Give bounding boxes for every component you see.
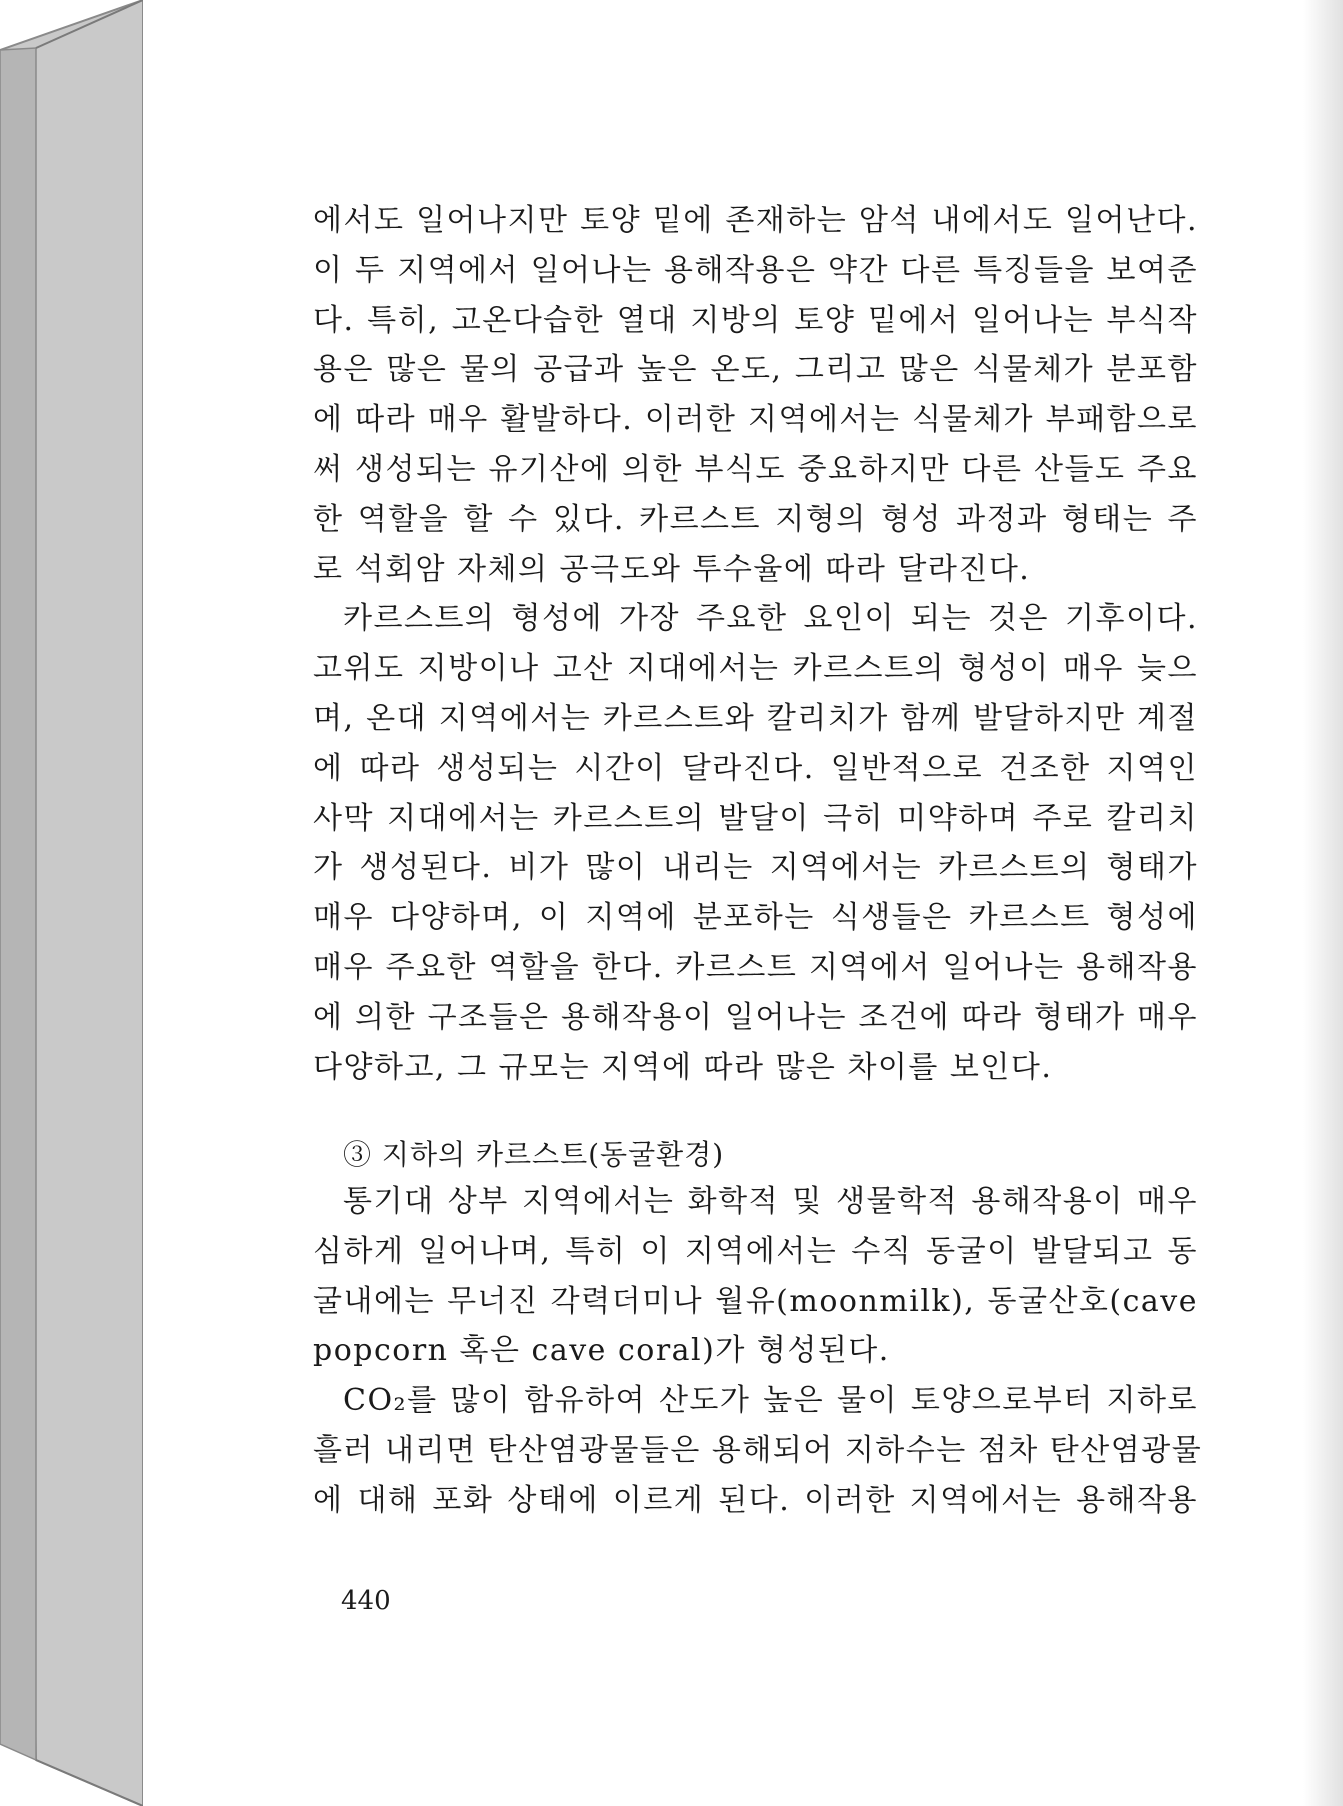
text-line: 다양하고, 그 규모는 지역에 따라 많은 차이를 보인다. xyxy=(313,1049,1053,1085)
text-line: 굴내에는 무너진 각력더미나 월유(moonmilk), 동굴산호(cave xyxy=(313,1283,1198,1319)
paragraph-2 xyxy=(313,594,1198,1092)
text-line: popcorn 혹은 cave coral)가 형성된다. xyxy=(313,1333,890,1369)
text-line: 이 두 지역에서 일어나는 용해작용은 약간 다른 특징들을 보여준 xyxy=(313,252,1198,288)
text-line: 고위도 지방이나 고산 지대에서는 카르스트의 형성이 매우 늦으 xyxy=(313,651,1198,687)
text-line: 에 따라 매우 활발하다. 이러한 지역에서는 식물체가 부패함으로 xyxy=(313,402,1198,438)
text-line: 가 생성된다. 비가 많이 내리는 지역에서는 카르스트의 형태가 xyxy=(313,850,1198,886)
text-line: 에 대해 포화 상태에 이르게 된다. 이러한 지역에서는 용해작용 xyxy=(313,1482,1198,1518)
text-line: 에 의한 구조들은 용해작용이 일어나는 조건에 따라 형태가 매우 xyxy=(313,999,1198,1035)
text-line: 사막 지대에서는 카르스트의 발달이 극히 미약하며 주로 칼리치 xyxy=(313,800,1198,836)
text-line: 통기대 상부 지역에서는 화학적 및 생물학적 용해작용이 매우 xyxy=(343,1184,1198,1219)
text-line: 에서도 일어나지만 토양 밑에 존재하는 암석 내에서도 일어난다. xyxy=(313,203,1198,238)
page-edge-shadow xyxy=(1303,0,1343,1806)
text-line: 용은 많은 물의 공급과 높은 온도, 그리고 많은 식물체가 분포함 xyxy=(313,352,1198,388)
paragraph-4 xyxy=(313,1376,1203,1525)
text-line: 써 생성되는 유기산에 의한 부식도 중요하지만 다른 산들도 주요 xyxy=(313,451,1198,487)
text-line: 심하게 일어나며, 특히 이 지역에서는 수직 동굴이 발달되고 동 xyxy=(313,1233,1198,1269)
text-line: 흘러 내리면 탄산염광물들은 용해되어 지하수는 점차 탄산염광물 xyxy=(313,1432,1203,1468)
body-text-lower xyxy=(313,1177,1203,1526)
paragraph-3 xyxy=(313,1177,1198,1376)
text-line: 매우 주요한 역할을 한다. 카르스트 지역에서 일어나는 용해작용 xyxy=(313,949,1198,985)
text-line: 다. 특히, 고온다습한 열대 지방의 토양 밑에서 일어나는 부식작 xyxy=(313,302,1198,338)
text-line: 카르스트의 형성에 가장 주요한 요인이 되는 것은 기후이다. xyxy=(343,601,1198,637)
text-line: CO₂를 많이 함유하여 산도가 높은 물이 토양으로부터 지하로 xyxy=(343,1383,1198,1419)
body-text-upper xyxy=(313,196,1198,1092)
text-line: 한 역할을 할 수 있다. 카르스트 지형의 형성 과정과 형태는 주 xyxy=(313,501,1198,537)
text-line: 로 석회암 자체의 공극도와 투수율에 따라 달라진다. xyxy=(313,551,1031,587)
page-number: 440 xyxy=(341,1586,391,1616)
text-line: 매우 다양하며, 이 지역에 분포하는 식생들은 카르스트 형성에 xyxy=(313,900,1198,936)
section-heading: ③ 지하의 카르스트(동굴환경) xyxy=(343,1138,725,1171)
text-line: 며, 온대 지역에서는 카르스트와 칼리치가 함께 발달하지만 계절 xyxy=(313,700,1198,736)
paragraph-1 xyxy=(313,196,1198,594)
text-line: 에 따라 생성되는 시간이 달라진다. 일반적으로 건조한 지역인 xyxy=(313,750,1198,786)
